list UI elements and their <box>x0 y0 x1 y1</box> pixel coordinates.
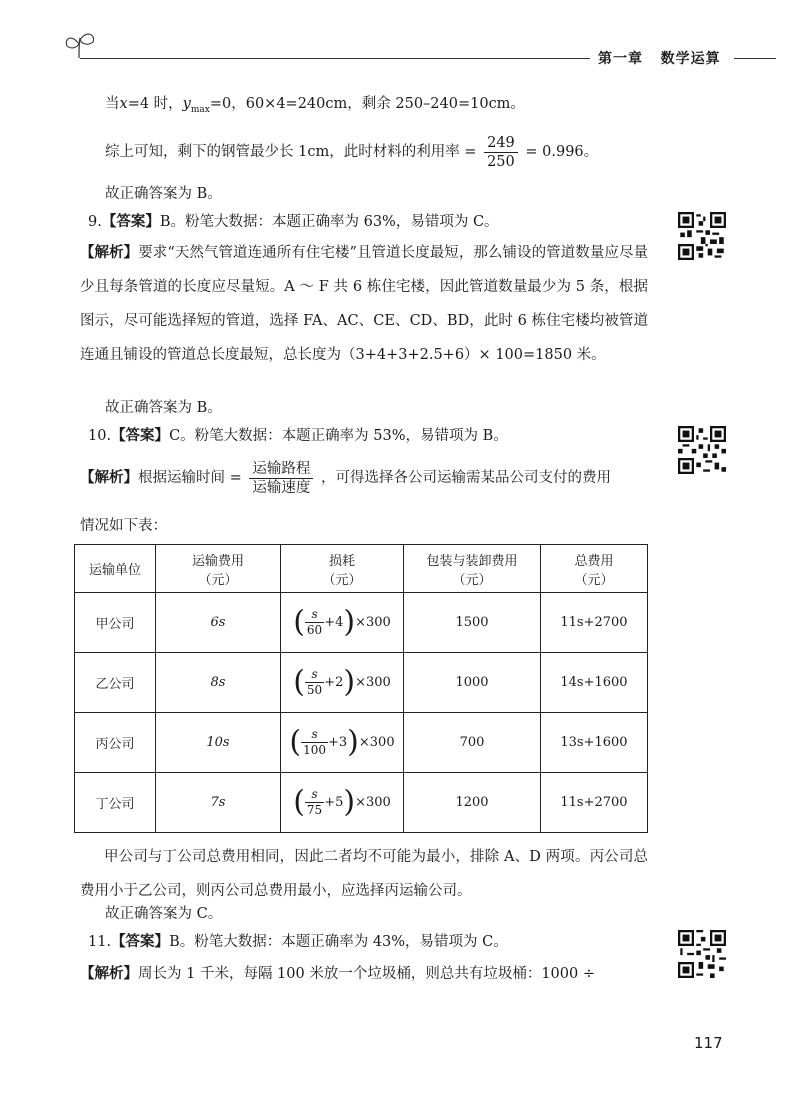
q10-table-intro: 情况如下表： <box>80 518 167 534</box>
header-cell: 损耗 （元） <box>281 545 404 593</box>
q10-conclusion-paragraph: 甲公司与丁公司总费用相同，因此二者均不可能为最小，排除 A、D 两项。丙公司总费用小于乙公司，则丙公司总费用最小，应选择丙运输公司。 <box>80 849 648 899</box>
table-row <box>75 653 648 713</box>
pack-cost-cell: 1200 <box>404 773 541 833</box>
table-row <box>75 773 648 833</box>
transport-cost-cell: 7s <box>156 773 281 833</box>
q9-analysis: 【解析】要求“天然气管道连通所有住宅楼”且管道长度最短，那么铺设的管道数量应尽量少且每条管道的长度应尽量短。A ～ F 共 6 栋住宅楼，因此管道数量最少为 5 条，根据图示，尽可能选择短的管道，选择 FA、AC、CE、CD、BD，此时 6 栋住宅楼均被管道连通且铺设的管道总长度最短，总长度为（3+4+3+2.5+6）× 100=1850 米。 <box>80 245 649 363</box>
total-cost-cell: 14s+1600 <box>541 653 648 713</box>
unit-cell: 乙公司 <box>75 653 156 713</box>
q10-conclusion: 故正确答案为 C。 <box>105 906 223 922</box>
table-header-row <box>75 545 648 593</box>
total-cost-cell: 11s+2700 <box>541 593 648 653</box>
table-row <box>75 713 648 773</box>
q11-answer: 11.【答案】B。粉笔大数据：本题正确率为 43%，易错项为 C。 <box>88 934 508 950</box>
unit-cell: 甲公司 <box>75 593 156 653</box>
loss-cell: ( $\frac{s}{100}$ +3)×300 <box>281 713 404 773</box>
loss-cell: ( $\frac{s}{60}$ +4)×300 <box>281 593 404 653</box>
q9-answer: 9.【答案】B。粉笔大数据：本题正确率为 63%，易错项为 C。 <box>88 214 499 230</box>
qr-code-icon[interactable] <box>678 426 726 474</box>
loss-cell: ( $\frac{s}{50}$ +2)×300 <box>281 653 404 713</box>
q11-analysis: 【解析】周长为 1 千米，每隔 100 米放一个垃圾桶，则总共有垃圾桶：1000 ÷ <box>80 966 595 982</box>
total-cost-cell: 11s+2700 <box>541 773 648 833</box>
header-cell: 总费用 （元） <box>541 545 648 593</box>
header-cell: 包装与装卸费用 （元） <box>404 545 541 593</box>
header-rule-right <box>734 58 776 59</box>
table-row <box>75 593 648 653</box>
header-rule <box>80 58 590 59</box>
unit-cell: 丁公司 <box>75 773 156 833</box>
transport-cost-cell: 8s <box>156 653 281 713</box>
loss-cell: ( $\frac{s}{75}$ +5)×300 <box>281 773 404 833</box>
sprout-logo-icon <box>60 28 100 60</box>
total-cost-cell: 13s+1600 <box>541 713 648 773</box>
unit-cell: 丙公司 <box>75 713 156 773</box>
cost-table <box>74 544 648 833</box>
pack-cost-cell: 1000 <box>404 653 541 713</box>
transport-cost-cell: 10s <box>156 713 281 773</box>
qr-code-icon[interactable] <box>678 930 726 978</box>
answer-line: 故正确答案为 B。 <box>105 186 222 202</box>
pack-cost-cell: 1500 <box>404 593 541 653</box>
transport-cost-cell: 6s <box>156 593 281 653</box>
header-cell: 运输单位 <box>75 545 156 593</box>
pack-cost-cell: 700 <box>404 713 541 773</box>
q10-analysis: 【解析】根据运输时间 = $\frac{\text{运输路程}}{\text{运输速度}}$ ，可得选择各公司运输需某品公司支付的费用 <box>80 460 611 496</box>
qr-code-icon[interactable] <box>678 212 726 260</box>
header-cell: 运输费用 （元） <box>156 545 281 593</box>
time-formula-fraction: $\frac{\text{运输路程}}{\text{运输速度}}$ <box>249 460 313 497</box>
q10-answer: 10.【答案】C。粉笔大数据：本题正确率为 53%，易错项为 B。 <box>88 428 508 444</box>
page-number: 117 <box>694 1034 723 1052</box>
text-line-2: 综上可知，剩下的钢管最少长 1cm，此时材料的利用率 = $\frac{249}{250}$ = 0.996。 <box>105 134 599 170</box>
text-line-1: 当x=4 时，$y_{max}=0$，60×4=240cm，剩余 250–240=10cm。 <box>105 96 525 115</box>
ratio-fraction: $\frac{249}{250}$ <box>484 134 518 171</box>
header-chapter: 第一章 数学运算 <box>598 51 721 67</box>
q9-conclusion: 故正确答案为 B。 <box>105 400 222 416</box>
